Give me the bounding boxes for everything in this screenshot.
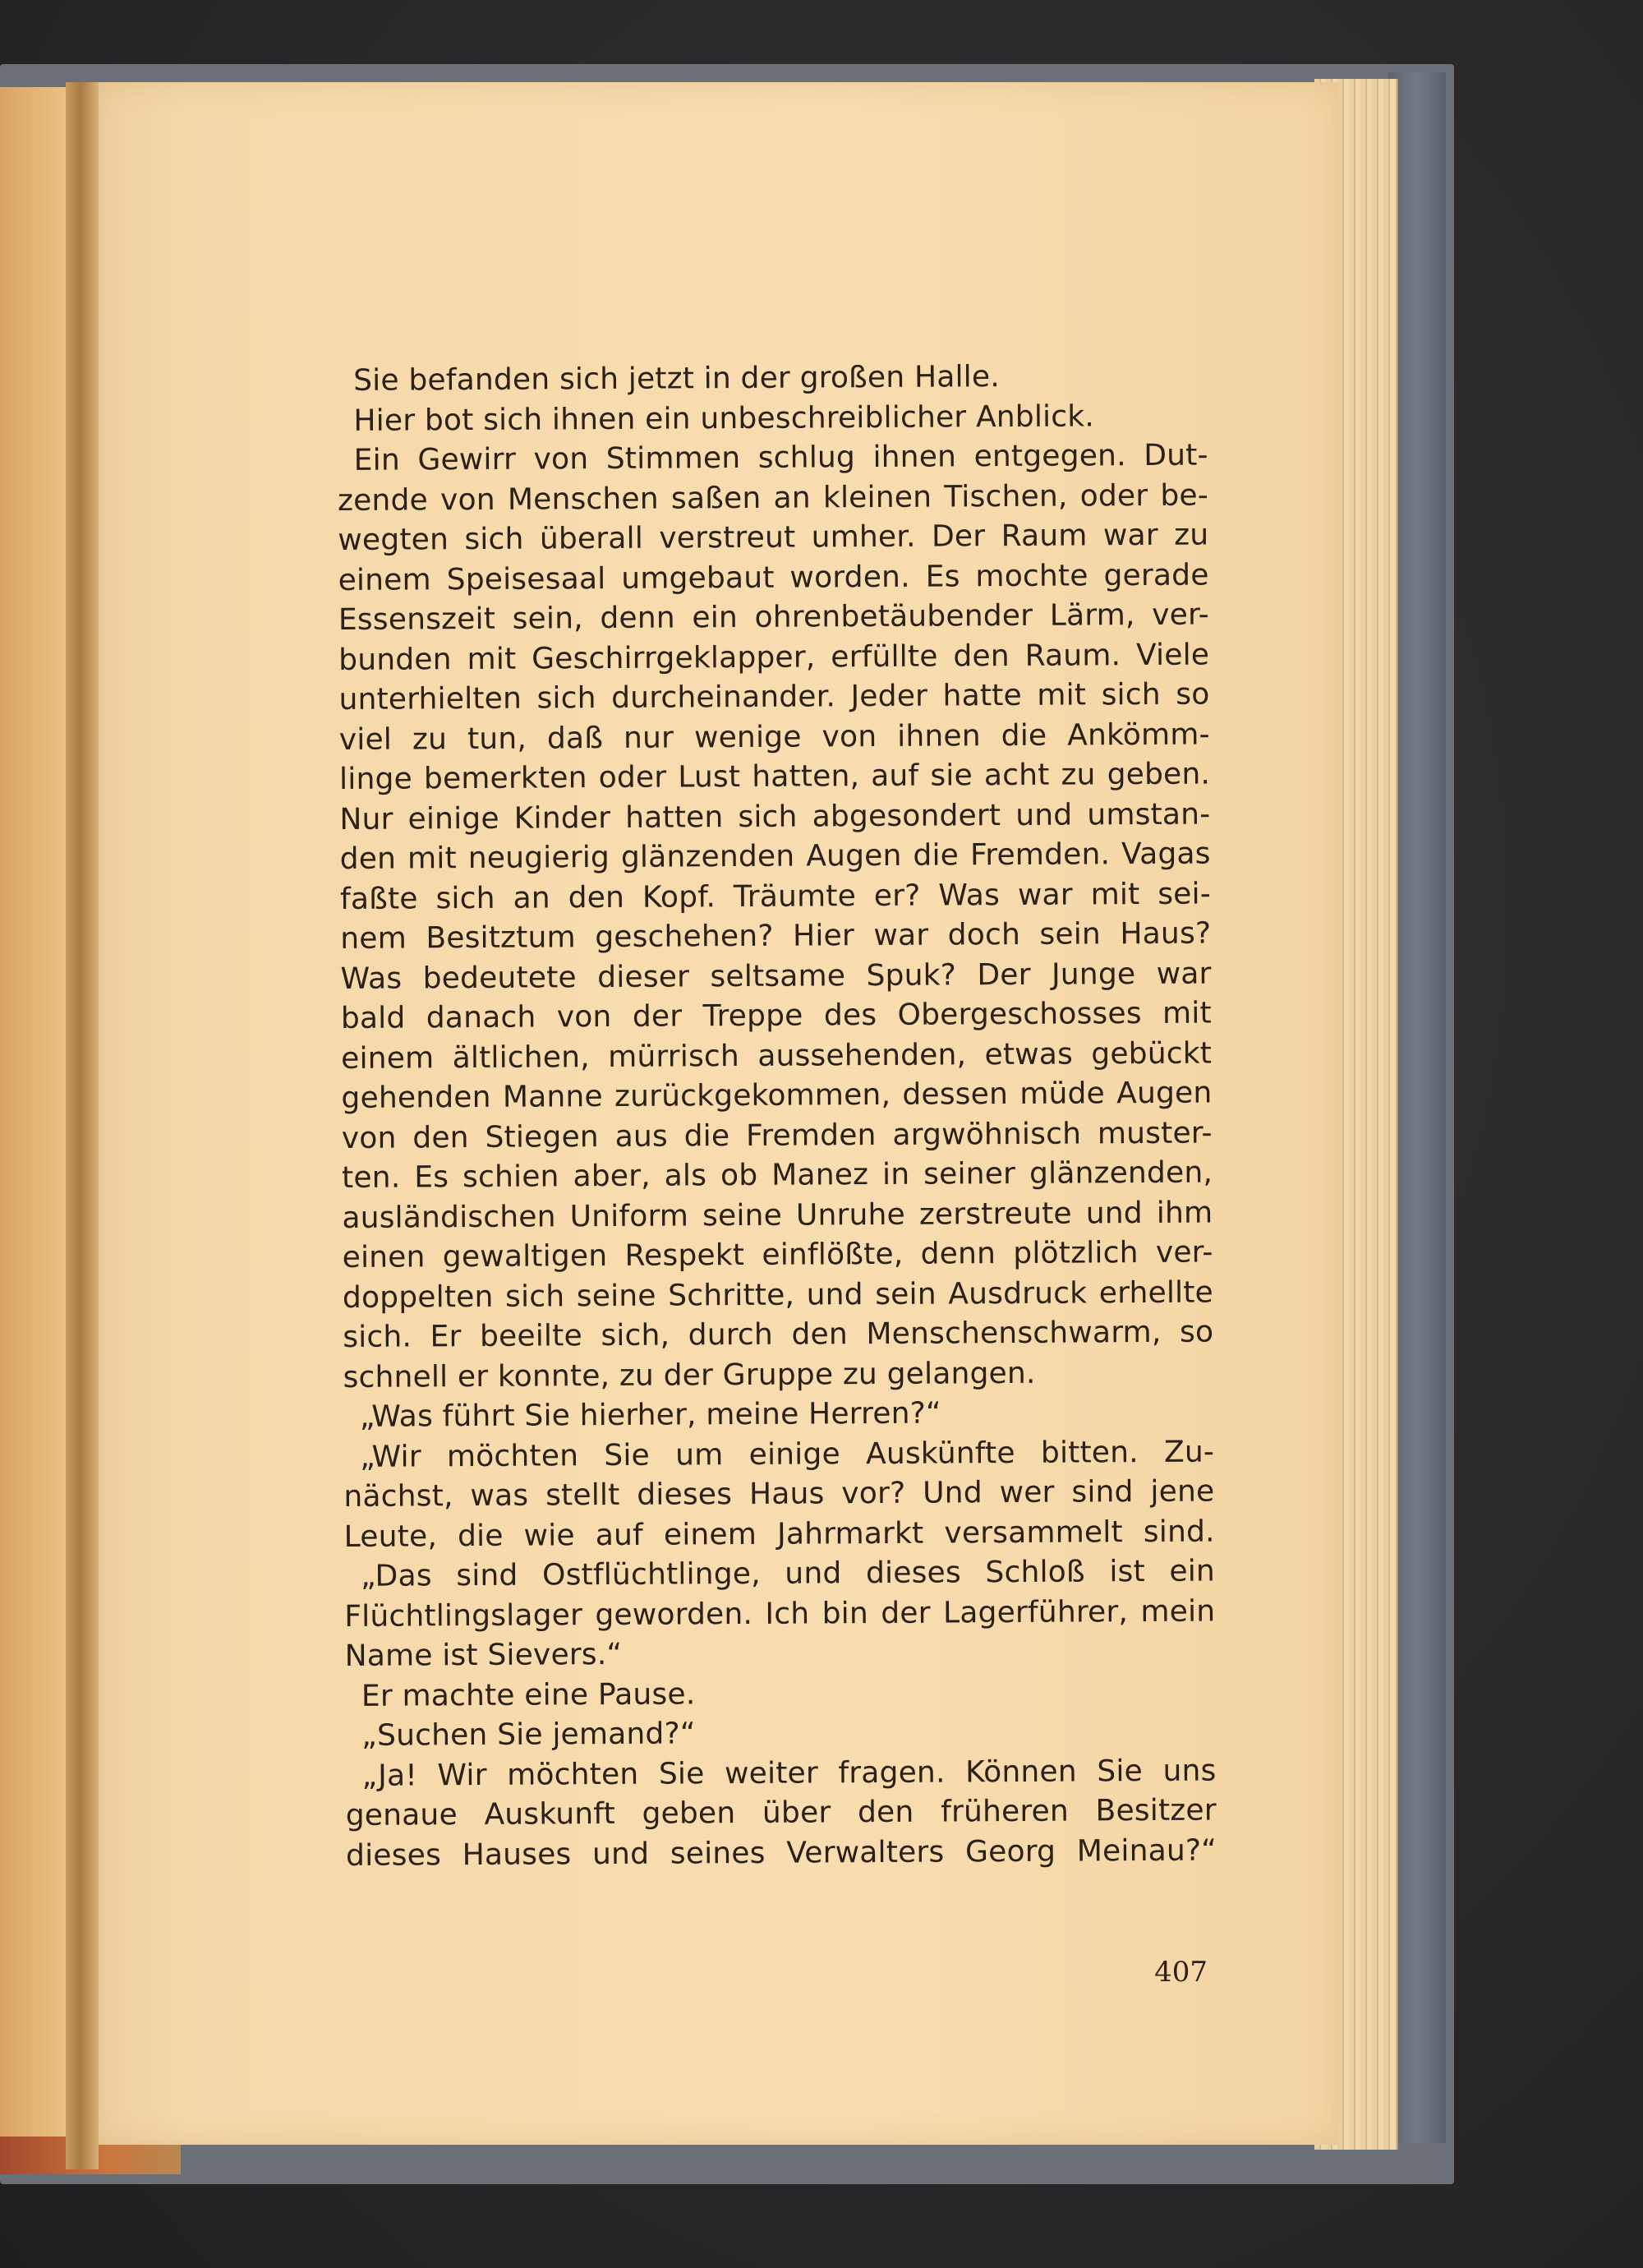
- text-line: den mit neugierig glänzenden Augen die Fremden. Vagas: [339, 837, 1211, 876]
- text-line: Leute, die wie auf einem Jahrmarkt versammelt sind.: [343, 1514, 1215, 1554]
- text-line: von den Stiegen aus die Fremden argwöhnisch muster-: [341, 1116, 1213, 1155]
- text-line: linge bemerkten oder Lust hatten, auf sie acht zu geben.: [338, 757, 1211, 796]
- text-line: dieses Hauses und seines Verwalters Georg Meinau?“: [345, 1832, 1217, 1873]
- book-page: [90, 82, 1339, 2145]
- text-line: faßte sich an den Kopf. Träumte er? Was war mit sei-: [339, 877, 1212, 916]
- text-line: „Wir möchten Sie um einige Auskünfte bitten. Zu-: [360, 1435, 1215, 1474]
- body-text: [337, 357, 1217, 1876]
- text-line: „Was führt Sie hierher, meine Herren?“: [359, 1396, 941, 1434]
- text-line: Flüchtlingslager geworden. Ich bin der Lagerführer, mein: [344, 1593, 1216, 1634]
- text-line: Hier bot sich ihnen ein unbeschreiblicher Anblick.: [353, 399, 1095, 438]
- text-line: Er machte eine Pause.: [361, 1676, 696, 1713]
- text-line: einem Speisesaal umgebaut worden. Es mochte gerade: [338, 558, 1209, 597]
- text-line: sich. Er beeilte sich, durch den Menschenschwarm, so: [343, 1315, 1214, 1354]
- text-line: doppelten sich seine Schritte, und sein Ausdruck erhellte: [342, 1275, 1214, 1315]
- text-line: schnell er konnte, zu der Gruppe zu gelangen.: [343, 1356, 1036, 1394]
- text-line: einem ältlichen, mürrisch aussehenden, etwas gebückt: [341, 1036, 1213, 1076]
- text-line: bunden mit Geschirrgeklapper, erfüllte den Raum. Viele: [338, 638, 1210, 677]
- text-line: Sie befanden sich jetzt in der großen Halle.: [353, 360, 1001, 398]
- text-line: nem Besitztum geschehen? Hier war doch sein Haus?: [340, 916, 1212, 956]
- text-line: Essenszeit sein, denn ein ohrenbetäubender Lärm, ver-: [338, 597, 1210, 637]
- text-line: Name ist Sievers.“: [344, 1637, 623, 1673]
- text-line: einen gewaltigen Respekt einflößte, denn plötzlich ver-: [342, 1235, 1213, 1275]
- text-line: Nur einige Kinder hatten sich abgesondert und umstan-: [339, 797, 1211, 837]
- text-line: „Das sind Ostflüchtlinge, und dieses Schloß ist ein: [360, 1554, 1216, 1593]
- text-line: bald danach von der Treppe des Obergeschosses mit: [340, 996, 1212, 1035]
- text-line: Was bedeutete dieser seltsame Spuk? Der Junge war: [340, 957, 1212, 996]
- text-line: „Ja! Wir möchten Sie weiter fragen. Können Sie uns: [361, 1753, 1217, 1793]
- text-line: ten. Es schien aber, als ob Manez in seiner glänzenden,: [341, 1155, 1213, 1195]
- book-gutter: [66, 82, 99, 2169]
- text-line: „Suchen Sie jemand?“: [361, 1717, 696, 1753]
- text-line: genaue Auskunft geben über den früheren Besitzer: [345, 1793, 1217, 1832]
- text-line: nächst, was stellt dieses Haus vor? Und wer sind jene: [343, 1474, 1215, 1514]
- text-line: unterhielten sich durcheinander. Jeder hatte mit sich so: [338, 677, 1210, 717]
- text-line: zende von Menschen saßen an kleinen Tischen, oder be-: [337, 478, 1209, 518]
- text-line: wegten sich überall verstreut umher. Der Raum war zu: [338, 518, 1209, 557]
- text-line: Ein Gewirr von Stimmen schlug ihnen entgegen. Dut-: [353, 438, 1208, 477]
- text-line: viel zu tun, daß nur wenige von ihnen die Ankömm-: [338, 717, 1210, 757]
- text-line: ausländischen Uniform seine Unruhe zerstreute und ihm: [342, 1196, 1213, 1235]
- text-line: gehenden Manne zurückgekommen, dessen müde Augen: [341, 1076, 1213, 1115]
- page-number: 407: [1154, 1956, 1208, 1989]
